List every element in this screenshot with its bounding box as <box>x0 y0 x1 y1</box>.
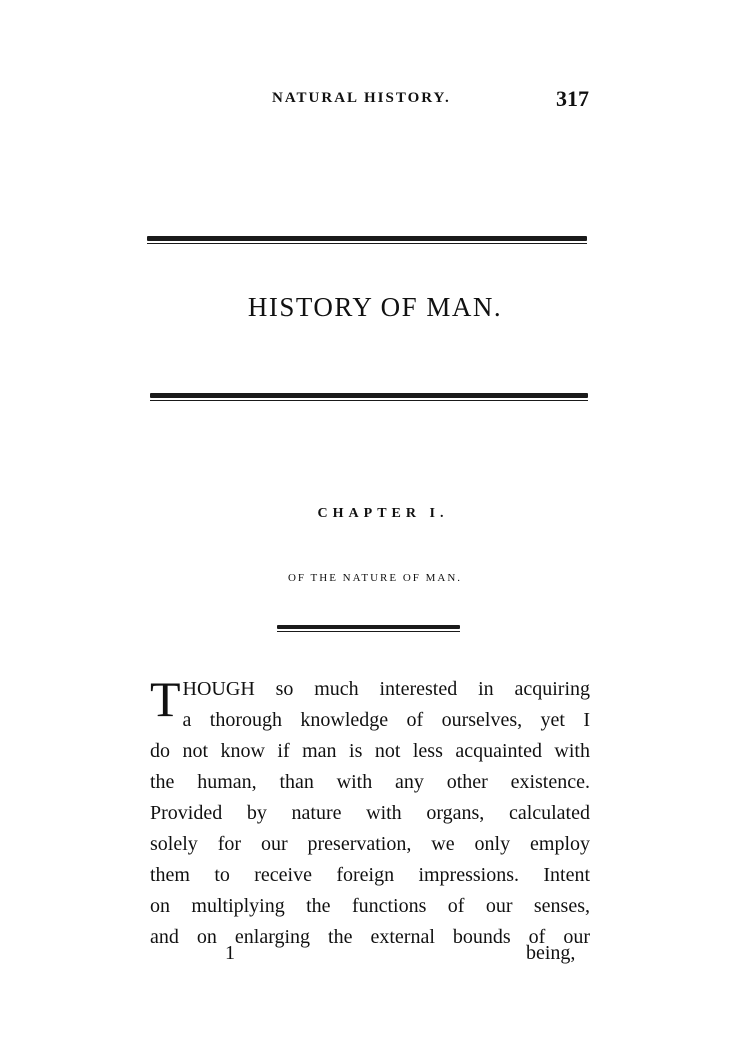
page-number: 317 <box>556 86 589 111</box>
short-rule-thick <box>277 625 460 629</box>
signature-mark: 1 <box>225 942 235 964</box>
body-line: do not know if man is not less acquainted with <box>150 740 590 762</box>
body-line: them to receive foreign impressions. Intent <box>150 864 590 886</box>
body-line <box>150 674 590 705</box>
body-line: Provided by nature with organs, calculated <box>150 802 590 824</box>
body-line: a thorough knowledge of ourselves, yet I <box>182 709 590 731</box>
chapter-subtitle: OF THE NATURE OF MAN. <box>287 572 463 584</box>
short-rule-thin <box>277 631 460 632</box>
page-title: HISTORY OF MAN. <box>247 292 503 322</box>
catchword: being, <box>526 942 576 964</box>
body-line: solely for our preservation, we only employ <box>150 833 590 855</box>
middle-rule-thin <box>150 400 588 401</box>
top-rule-thick <box>147 236 587 241</box>
body-line: and on enlarging the external bounds of our <box>150 926 590 948</box>
body-line: the human, than with any other existence. <box>150 771 590 793</box>
body-paragraph <box>150 671 590 953</box>
first-word-rest: HOUGH <box>182 678 255 700</box>
body-line: on multiplying the functions of our senses, <box>150 895 590 917</box>
running-head: NATURAL HISTORY. <box>272 90 451 106</box>
drop-cap: T <box>150 671 181 727</box>
top-rule-thin <box>147 243 587 244</box>
middle-rule-thick <box>150 393 588 398</box>
chapter-heading: CHAPTER I. <box>317 506 449 521</box>
body-line-text: so much interested in acquiring <box>254 678 590 700</box>
